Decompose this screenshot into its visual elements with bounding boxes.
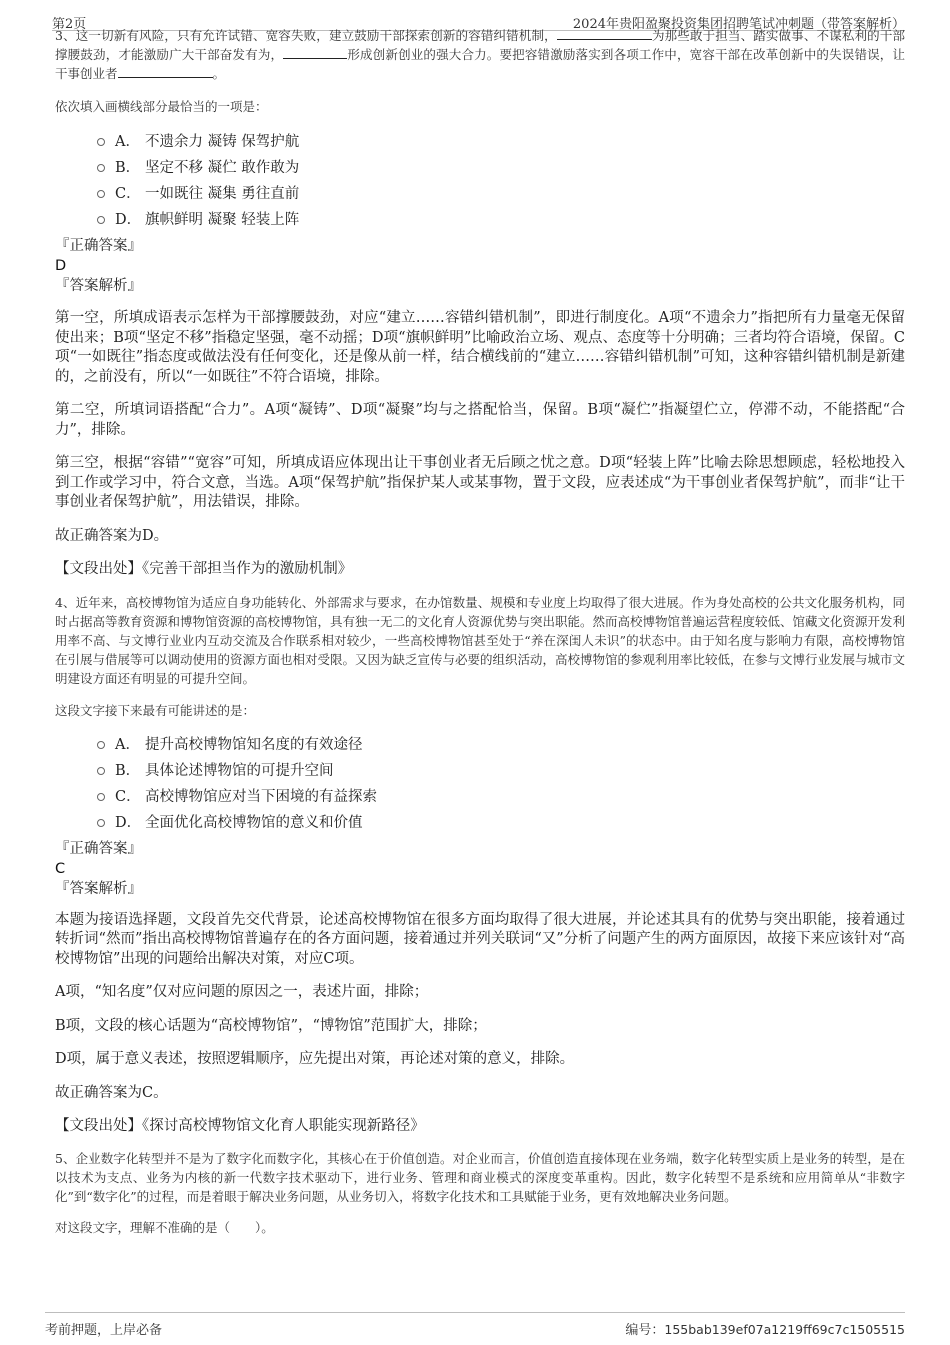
document-code: 编号：155bab139ef07a1219ff69c7c1505515 — [625, 1322, 905, 1338]
page-content — [55, 26, 905, 1237]
question-prompt: 依次填入画横线部分最恰当的一项是： — [55, 99, 268, 114]
option-a[interactable]: A． 提升高校博物馆知名度的有效途径 — [55, 732, 905, 758]
fill-blank-1 — [557, 27, 652, 40]
question-4 — [55, 593, 905, 1137]
source-citation: 【文段出处】《完善干部担当作为的激励机制》 — [55, 561, 353, 577]
option-d[interactable]: D． 旗帜鲜明 凝聚 轻装上阵 — [55, 207, 905, 233]
fill-blank-3 — [118, 65, 213, 78]
analysis-conclusion: 故正确答案为C。 — [55, 1084, 168, 1101]
analysis-label: 『答案解析』 — [55, 880, 142, 897]
analysis-label: 『答案解析』 — [55, 278, 142, 294]
analysis-paragraph: D项，属于意义表述，按照逻辑顺序，应先提出对策，再论述对策的意义，排除。 — [55, 1051, 575, 1067]
answer-value: D — [55, 258, 67, 274]
radio-icon[interactable] — [97, 138, 105, 146]
question-prompt: 对这段文字，理解不准确的是（ ）。 — [55, 1219, 274, 1235]
option-a[interactable]: A． 不遗余力 凝铸 保驾护航 — [55, 129, 905, 155]
radio-icon[interactable] — [97, 164, 105, 172]
page-number: 第2页 — [52, 17, 87, 32]
fill-blank-2 — [283, 46, 347, 59]
analysis-paragraph: A项，“知名度”仅对应问题的原因之一，表述片面，排除； — [55, 984, 429, 1000]
analysis-paragraph: 第二空，所填词语搭配“合力”。A项“凝铸”、D项“凝聚”均与之搭配恰当，保留。B项“凝伫”指凝望伫立，停滞不动，不能搭配“合力”，排除。 — [55, 402, 905, 438]
footer-slogan: 考前押题，上岸必备 — [45, 1323, 163, 1338]
question-5 — [55, 1149, 905, 1237]
option-list — [55, 129, 905, 233]
radio-icon[interactable] — [97, 190, 105, 198]
analysis-paragraph: 第三空，根据“容错”“宽容”可知，所填成语应体现出让干事创业者无后顾之忧之意。D项“轻装上阵”比喻去除思想顾虑，轻松地投入到工作或学习中，符合文意，当选。A项“保驾护航”指保护某人或某事物，置于文段，应表述成“为干事创业者保驾护航”，而非“让干事创业者保驾护航”，用法错误，排除。 — [55, 455, 905, 510]
analysis-paragraph: 本题为接语选择题，文段首先交代背景，论述高校博物馆在很多方面均取得了很大进展，并论述其具有的优势与突出职能，接着通过转折词“然而”指出高校博物馆普遍存在的各方面问题，接着通过并列关联词“又”分析了问题产生的两方面原因，故接下来应该针对“高校博物馆”出现的问题给出解决对策，对应C项。 — [55, 911, 905, 967]
option-d[interactable]: D． 全面优化高校博物馆的意义和价值 — [55, 810, 905, 836]
analysis-conclusion: 故正确答案为D。 — [55, 527, 169, 544]
document-title: 2024年贵阳盈聚投资集团招聘笔试冲刺题（带答案解析） — [572, 17, 905, 32]
question-stem: 5、企业数字化转型并不是为了数字化而数字化，其核心在于价值创造。对企业而言，价值创造直接体现在业务端，数字化转型实质上是业务的转型，是在以技术为支点、业务为内核的新一代数字技术驱动下，进行业务、管理和商业模式的深度变革重构。因此，数字化转型不是系统和应用简单从“非数字化”到“数字化”的过程，而是着眼于解决业务问题，从业务切入，将数字化技术和工具赋能于业务，更有效地解决业务问题。 — [55, 1150, 905, 1204]
question-stem: 3、这一切新有风险，只有允许试错、宽容失败，建立鼓励干部探索创新的容错纠错机制， 为那些敢于担当、踏实做事、不谋私利的干部撑腰鼓劲，才能激励广大干部奋发有为， 形成创新创业的强大合力。要把容错激励落实到各项工作中，宽容干部在改革创新中的失误错误，让干事创业者 。 — [55, 28, 905, 81]
question-stem: 4、近年来，高校博物馆为适应自身功能转化、外部需求与要求，在办馆数量、规模和专业度上均取得了很大进展。作为身处高校的公共文化服务机构，同时占据高等教育资源和博物馆资源的高校博物馆，具有独一无二的文化育人资源优势与突出职能。然而高校博物馆普遍运营程度较低、馆藏文化资源开发利用率不高、与文博行业业内互动交流及合作联系相对较少，一些高校博物馆甚至处于“养在深闺人未识”的状态中。由于知名度与影响力有限，高校博物馆在引展与借展等可以调动使用的资源方面也相对受限。又因为缺乏宣传与必要的组织活动，高校博物馆的参观利用率比较低，在参与文博行业发展与城市文明建设方面还有明显的可提升空间。 — [55, 594, 906, 686]
answer-value: C — [55, 860, 66, 877]
option-b[interactable]: B． 具体论述博物馆的可提升空间 — [55, 758, 905, 784]
question-prompt: 这段文字接下来最有可能讲述的是： — [55, 702, 256, 718]
answer-label: 『正确答案』 — [55, 238, 142, 254]
source-citation: 【文段出处】《探讨高校博物馆文化育人职能实现新路径》 — [55, 1118, 425, 1134]
analysis-paragraph: B项，文段的核心话题为“高校博物馆”，“博物馆”范围扩大，排除； — [55, 1017, 487, 1034]
page-footer — [45, 1312, 905, 1339]
option-c[interactable]: C． 一如既往 凝集 勇往直前 — [55, 181, 905, 207]
analysis-paragraph: 第一空，所填成语表示怎样为干部撑腰鼓劲，对应“建立……容错纠错机制”，即进行制度化。A项“不遗余力”指把所有力量毫无保留使出来；B项“坚定不移”指稳定坚强，毫不动摇；D项“旗帜鲜明”比喻政治立场、观点、态度等十分明确；三者均符合语境，保留。C项“一如既往”指态度或做法没有任何变化，还是像从前一样，结合横线前的“建立……容错纠错机制”可知，这种容错纠错机制是新建的，之前没有，所以“一如既往”不符合语境，排除。 — [55, 310, 905, 385]
radio-icon[interactable] — [97, 819, 105, 827]
question-3 — [55, 26, 905, 580]
answer-label: 『正确答案』 — [55, 840, 142, 857]
option-list — [55, 732, 905, 836]
radio-icon[interactable] — [97, 793, 105, 801]
option-c[interactable]: C． 高校博物馆应对当下困境的有益探索 — [55, 784, 905, 810]
radio-icon[interactable] — [97, 216, 105, 224]
option-b[interactable]: B． 坚定不移 凝伫 敢作敢为 — [55, 155, 905, 181]
radio-icon[interactable] — [97, 767, 105, 775]
radio-icon[interactable] — [97, 741, 105, 749]
